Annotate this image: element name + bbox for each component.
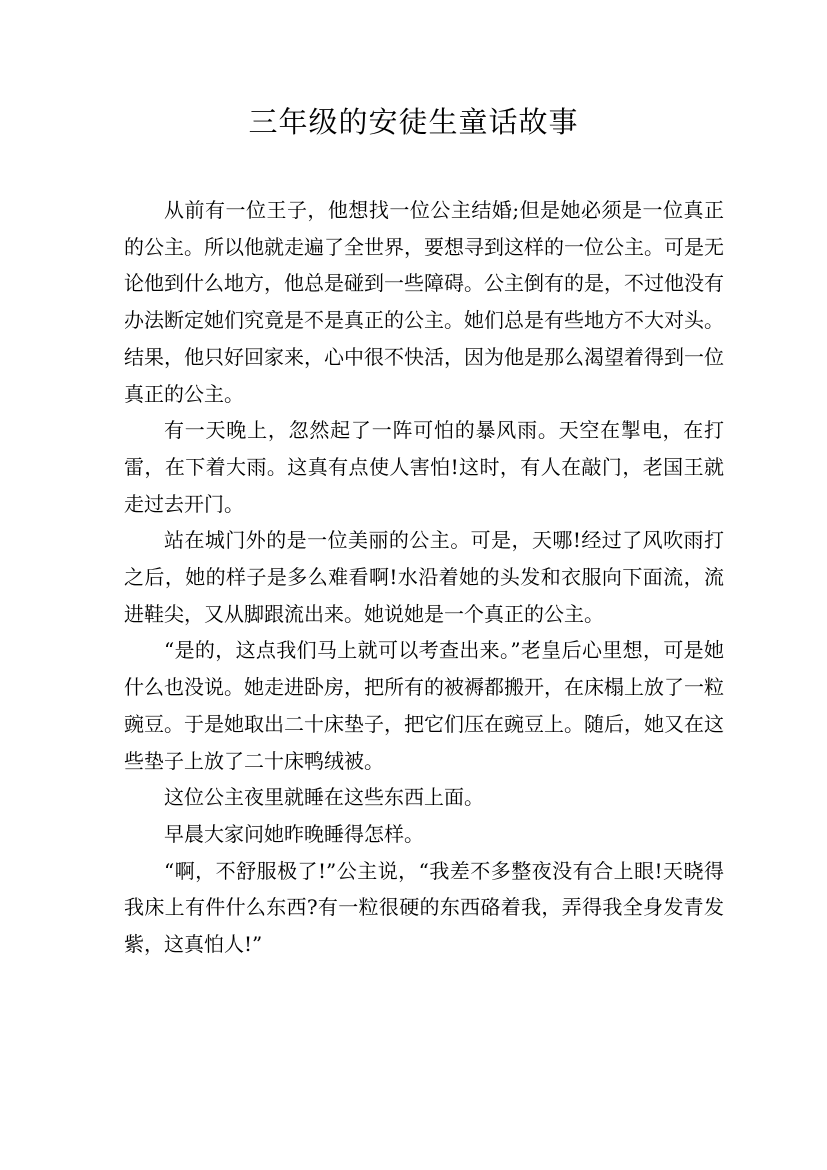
paragraph: 早晨大家问她昨晚睡得怎样。: [164, 821, 424, 846]
paragraph: “啊，不舒服极了!”公主说，“我差不多整夜没有合上眼!天晓得我床上有件什么东西?有一粒很硬的东西硌着我，弄得我全身发青发紫，这真怕人!”: [124, 858, 724, 957]
document-title: 三年级的安徒生童话故事: [248, 105, 579, 139]
paragraph: 这位公主夜里就睡在这些东西上面。: [164, 785, 484, 810]
paragraph: 从前有一位王子，他想找一位公主结婚;但是她必须是一位真正的公主。所以他就走遍了全世界，要想寻到这样的一位公主。可是无论他到什么地方，他总是碰到一些障碍。公主倒有的是，不过他没有办法断定她们究竟是不是真正的公主。她们总是有些地方不大对头。结果，他只好回家来，心中很不快活，因为他是那么渴望着得到一位真正的公主。: [124, 198, 724, 406]
paragraph: “是的，这点我们马上就可以考查出来。”老皇后心里想，可是她什么也没说。她走进卧房，把所有的被褥都搬开，在床榻上放了一粒豌豆。于是她取出二十床垫子，把它们压在豌豆上。随后，她又在这些垫子上放了二十床鸭绒被。: [124, 638, 724, 773]
document-body: [124, 192, 724, 963]
paragraph: 站在城门外的是一位美丽的公主。可是，天哪!经过了风吹雨打之后，她的样子是多么难看啊!水沿着她的头发和衣服向下面流，流进鞋尖，又从脚跟流出来。她说她是一个真正的公主。: [124, 528, 724, 626]
paragraph: 有一天晚上，忽然起了一阵可怕的暴风雨。天空在掣电，在打雷，在下着大雨。这真有点使人害怕!这时，有人在敲门，老国王就走过去开门。: [124, 418, 724, 516]
